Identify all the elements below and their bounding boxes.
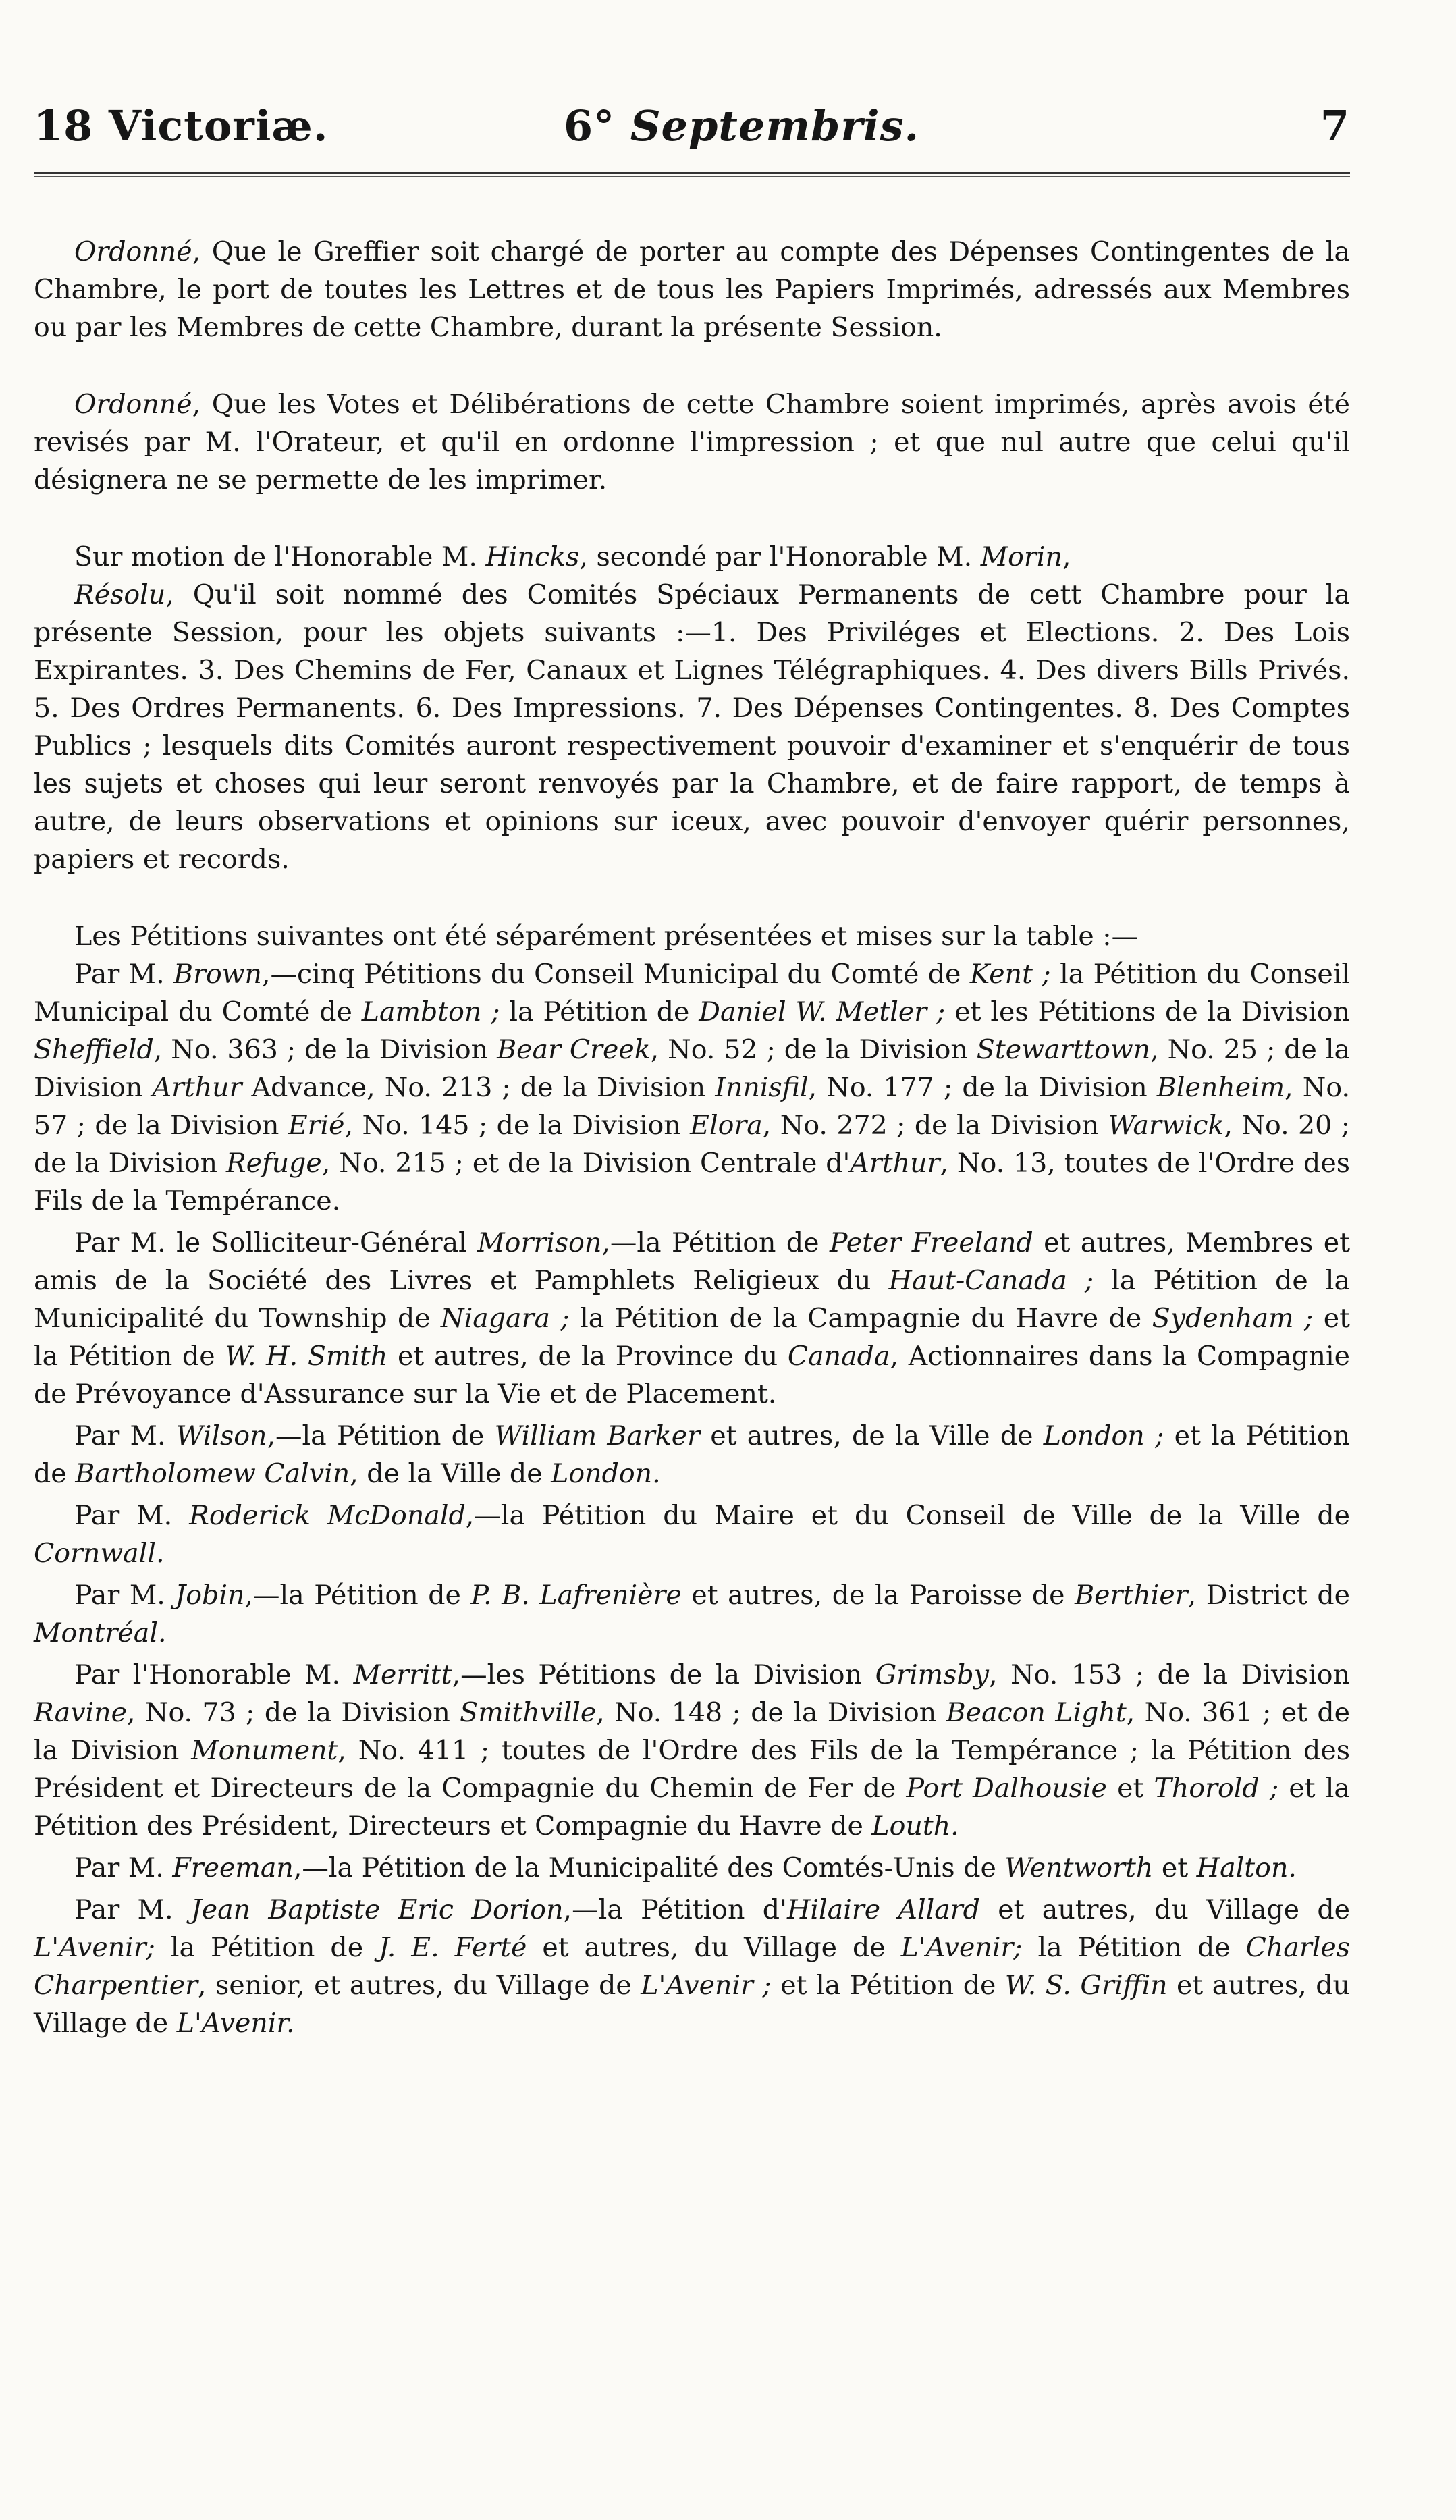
text-run: Par M.: [74, 1894, 191, 1925]
italic-name: Erié: [288, 1110, 345, 1141]
text-run: Par M.: [74, 1500, 190, 1531]
para-mcdonald: [34, 1497, 1350, 1572]
italic-name: Thorold ;: [1154, 1773, 1279, 1804]
text-run: , No. 361 ; et de la Division: [34, 1697, 1350, 1766]
text-run: et les Pétitions de la Division: [945, 996, 1350, 1027]
text-run: ,—la Pétition d': [563, 1894, 787, 1925]
italic-name: Peter Freeland: [830, 1227, 1033, 1258]
text-run: , No. 272 ; de la Division: [762, 1110, 1108, 1141]
text-run: et: [1106, 1773, 1154, 1804]
italic-name: Grimsby: [875, 1659, 989, 1690]
text-run: et autres, de la Ville de: [700, 1420, 1044, 1451]
journal-body: [34, 233, 1350, 2042]
text-run: la Pétition de: [1022, 1932, 1246, 1963]
italic-name: P. B. Lafrenière: [470, 1580, 682, 1611]
italic-name: Lambton ;: [361, 996, 500, 1027]
italic-name: Ordonné: [74, 389, 192, 420]
text-run: , Qu'il soit nommé des Comités Spéciaux Permanents de cett Chambre pour la présente Session, pour les objets suivants :—1. Des Priviléges et Elections. 2. Des Lois Expirantes. 3. Des Chemins de Fer, Canaux et Lignes Télégraphiques. 4. Des divers Bills Privés. 5. Des Ordres Permanents. 6. Des Impressions. 7. Des Dépenses Contingentes. 8. Des Comptes Publics ; lesquels dits Comités auront respectivement pouvoir d'examiner et s'enquérir de tous les sujets et choses qui leur seront renvoyés par la Chambre, et de faire rapport, de temps à autre, de leurs observations et opinions sur iceux, avec pouvoir d'envoyer quérir personnes, papiers et records.: [34, 579, 1350, 875]
text-run: , No. 73 ; de la Division: [126, 1697, 460, 1728]
text-run: , No. 13, toutes de l'Ordre des Fils de la Tempérance.: [34, 1148, 1350, 1216]
text-run: , No. 215 ; et de la Division Centrale d': [321, 1148, 851, 1179]
page-number: 7: [1320, 101, 1350, 151]
running-header: [34, 88, 1350, 149]
italic-name: London.: [551, 1458, 661, 1489]
text-run: et autres, de la Paroisse de: [681, 1580, 1075, 1611]
text-run: Par M.: [74, 959, 174, 990]
text-run: et la Pétition de: [34, 1303, 1350, 1372]
text-run: , No. 57 ; de la Division: [34, 1072, 1350, 1141]
text-run: et autres, de la Province du: [387, 1341, 788, 1372]
italic-name: William Barker: [494, 1420, 700, 1451]
italic-name: Arthur: [850, 1148, 940, 1179]
header-regnal-year: 18 Victoriæ.: [34, 101, 329, 151]
italic-name: W. H. Smith: [225, 1341, 388, 1372]
text-run: ,—cinq Pétitions du Conseil Municipal du Comté de: [262, 959, 970, 990]
italic-name: Berthier: [1075, 1580, 1188, 1611]
italic-name: Charles Charpentier: [34, 1932, 1350, 2001]
italic-name: Ordonné: [74, 236, 192, 267]
italic-name: Kent ;: [969, 959, 1051, 990]
journal-page: [34, 88, 1351, 2039]
text-run: la Pétition de la Campagnie du Havre de: [569, 1303, 1152, 1334]
text-run: , No. 153 ; de la Division: [988, 1659, 1350, 1690]
text-run: et autres, du Village de: [527, 1932, 901, 1963]
header-rule: [34, 172, 1350, 174]
italic-name: Elora: [690, 1110, 763, 1141]
italic-name: Brown: [173, 959, 262, 990]
text-run: et autres, Membres et amis de la Société des Livres et Pamphlets Religieux du: [34, 1227, 1350, 1296]
text-run: la Pétition du Conseil Municipal du Comté de: [34, 959, 1350, 1027]
text-run: Par M.: [74, 1420, 176, 1451]
italic-name: Ravine: [34, 1697, 127, 1728]
para-resolu: [34, 576, 1350, 878]
text-run: ,—la Pétition de: [601, 1227, 830, 1258]
text-run: Les Pétitions suivantes ont été séparément présentées et mises sur la table :—: [74, 921, 1139, 952]
para-votes: [34, 385, 1350, 499]
italic-name: J. E. Ferté: [379, 1932, 527, 1963]
italic-name: Montréal.: [34, 1617, 167, 1648]
text-run: Par M. le Solliciteur-Général: [74, 1227, 478, 1258]
italic-name: Niagara ;: [441, 1303, 570, 1334]
italic-name: L'Avenir;: [34, 1932, 155, 1963]
italic-name: Halton.: [1196, 1852, 1297, 1883]
italic-name: Morin: [980, 541, 1062, 572]
italic-name: L'Avenir ;: [641, 1970, 772, 2001]
italic-name: Bear Creek: [497, 1034, 651, 1065]
header-month: Septembris.: [630, 101, 920, 151]
italic-name: Port Dalhousie: [906, 1773, 1107, 1804]
italic-name: Morrison: [477, 1227, 602, 1258]
italic-name: Cornwall.: [34, 1538, 165, 1569]
para-brown: [34, 955, 1350, 1220]
text-run: Par l'Honorable M.: [74, 1659, 354, 1690]
italic-name: Sheffield: [34, 1034, 154, 1065]
italic-name: Freeman: [172, 1852, 294, 1883]
para-jobin: [34, 1576, 1350, 1652]
text-run: , No. 177 ; de la Division: [808, 1072, 1157, 1103]
italic-name: Canada: [787, 1341, 890, 1372]
text-run: ,: [1062, 541, 1071, 572]
italic-name: Louth.: [871, 1811, 959, 1842]
text-run: la Pétition de: [500, 996, 699, 1027]
italic-name: Arthur: [152, 1072, 242, 1103]
text-run: , de la Ville de: [350, 1458, 551, 1489]
text-run: Par M.: [74, 1580, 176, 1611]
text-run: , No. 25 ; de la Division: [34, 1034, 1350, 1103]
italic-name: Wentworth: [1004, 1852, 1154, 1883]
para-freeman: [34, 1849, 1350, 1887]
para-dorion: [34, 1891, 1350, 2042]
italic-name: Smithville: [460, 1697, 597, 1728]
text-run: , Actionnaires dans la Compagnie de Prévoyance d'Assurance sur la Vie et de Placement.: [34, 1341, 1351, 1410]
italic-name: Monument: [191, 1735, 338, 1766]
text-run: ,—la Pétition du Maire et du Conseil de Ville de la Ville de: [465, 1500, 1350, 1531]
italic-name: Wilson: [176, 1420, 267, 1451]
italic-name: Blenheim: [1156, 1072, 1285, 1103]
italic-name: Merritt: [353, 1659, 452, 1690]
text-run: ,—la Pétition de: [244, 1580, 471, 1611]
italic-name: Refuge: [225, 1148, 322, 1179]
text-run: ,—la Pétition de la Municipalité des Comtés-Unis de: [293, 1852, 1005, 1883]
para-morrison: [34, 1224, 1350, 1413]
text-run: , No. 148 ; de la Division: [596, 1697, 946, 1728]
italic-name: L'Avenir.: [176, 2008, 295, 2039]
para-petitions-intro: [34, 917, 1350, 955]
text-run: et la Pétition de: [771, 1970, 1005, 2001]
italic-name: Résolu: [74, 579, 166, 610]
text-run: , Que les Votes et Délibérations de cette Chambre soient imprimés, après avois été revisés par M. l'Orateur, et qu'il en ordonne l'impression ; et que nul autre que celui qu'il désignera ne se permette de les imprimer.: [34, 389, 1350, 495]
text-run: et la Pétition des Président, Directeurs et Compagnie du Havre de: [34, 1773, 1350, 1842]
para-wilson: [34, 1417, 1350, 1493]
text-run: Sur motion de l'Honorable M.: [74, 541, 486, 572]
italic-name: Hilaire Allard: [786, 1894, 980, 1925]
header-day: 6°: [564, 101, 616, 151]
italic-name: Roderick McDonald: [189, 1500, 466, 1531]
text-run: ,—la Pétition de: [267, 1420, 495, 1451]
italic-name: Bartholomew Calvin: [75, 1458, 350, 1489]
italic-name: Daniel W. Metler ;: [699, 996, 946, 1027]
italic-name: Warwick: [1108, 1110, 1224, 1141]
text-run: et autres, du Village de: [34, 1970, 1350, 2039]
italic-name: Jean Baptiste Eric Dorion: [190, 1894, 564, 1925]
text-run: , No. 20 ; de la Division: [34, 1110, 1351, 1179]
text-run: la Pétition de: [155, 1932, 379, 1963]
text-run: Advance, No. 213 ; de la Division: [242, 1072, 716, 1103]
text-run: , District de: [1187, 1580, 1350, 1611]
para-merritt: [34, 1656, 1350, 1845]
text-run: , Que le Greffier soit chargé de porter au compte des Dépenses Contingentes de la Chambre, le port de toutes les Lettres et de tous les Papiers Imprimés, adressés aux Membres ou par les Membres de cette Chambre, durant la présente Session.: [34, 236, 1350, 343]
text-run: , No. 145 ; de la Division: [344, 1110, 691, 1141]
italic-name: Sydenham ;: [1152, 1303, 1314, 1334]
text-run: ,—les Pétitions de la Division: [452, 1659, 875, 1690]
text-run: et la Pétition de: [34, 1420, 1350, 1489]
italic-name: Haut-Canada ;: [888, 1265, 1094, 1296]
text-run: la Pétition de la Municipalité du Township de: [34, 1265, 1350, 1334]
text-run: , No. 411 ; toutes de l'Ordre des Fils de la Tempérance ; la Pétition des Président et Directeurs de la Compagnie du Chemin de Fer de: [34, 1735, 1350, 1804]
italic-name: Beacon Light: [946, 1697, 1127, 1728]
italic-name: London ;: [1043, 1420, 1164, 1451]
para-motion: [34, 538, 1350, 576]
para-greffier: [34, 233, 1350, 346]
text-run: et: [1153, 1852, 1197, 1883]
text-run: , No. 363 ; de la Division: [153, 1034, 497, 1065]
text-run: et autres, du Village de: [979, 1894, 1350, 1925]
text-run: , senior, et autres, du Village de: [197, 1970, 641, 2001]
text-run: , secondé par l'Honorable M.: [579, 541, 981, 572]
italic-name: Innisfil: [715, 1072, 809, 1103]
italic-name: Hincks: [485, 541, 580, 572]
text-run: Par M.: [74, 1852, 173, 1883]
text-run: , No. 52 ; de la Division: [650, 1034, 977, 1065]
italic-name: W. S. Griffin: [1004, 1970, 1168, 2001]
italic-name: Stewarttown: [976, 1034, 1151, 1065]
header-date: [564, 101, 919, 151]
italic-name: Jobin: [175, 1580, 245, 1611]
italic-name: L'Avenir;: [900, 1932, 1023, 1963]
header-rule-thin: [34, 176, 1350, 177]
